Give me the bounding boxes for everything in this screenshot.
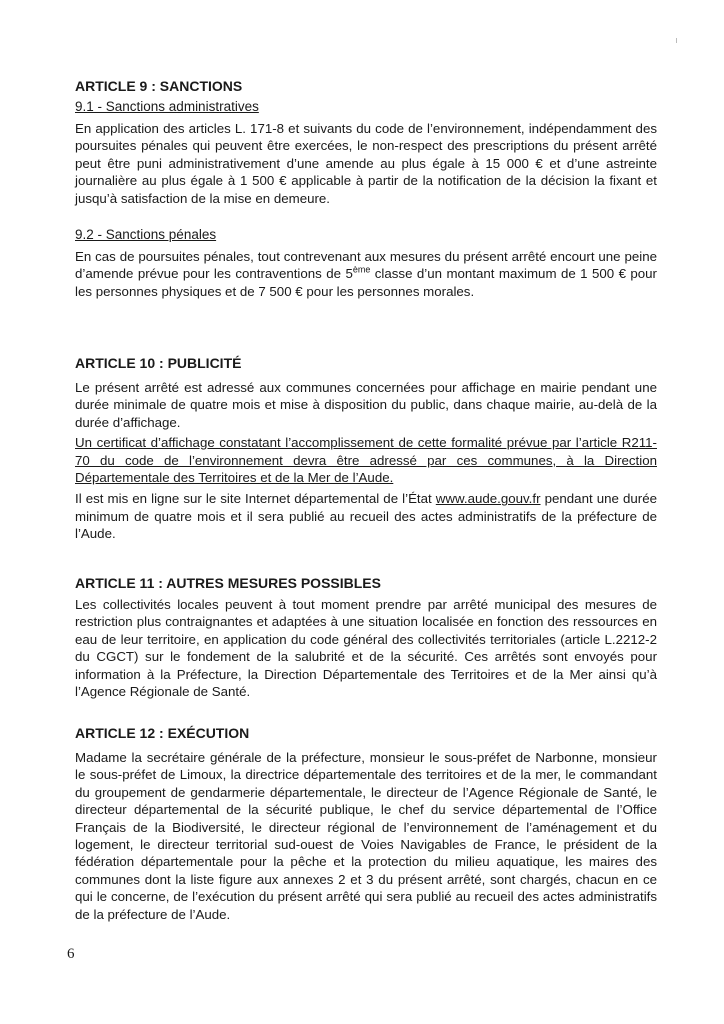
aude-website-link[interactable]: www.aude.gouv.fr — [435, 491, 541, 507]
article-11 — [75, 574, 657, 700]
article-10 — [75, 354, 657, 543]
article-9-2-text: En cas de poursuites pénales, tout contrevenant aux mesures du présent arrêté encourt une peine d’amende prévue pour les contraventions de 5ème classe d’un montant maximum de 1 500 € pour les personnes physiques et de 7 500 € pour les personnes morales. — [75, 249, 657, 299]
article-9-1-text: En application des articles L. 171-8 et suivants du code de l’environnement, indépendamment des poursuites pénales qui peuvent être exercées, le non-respect des prescriptions du présent arrêté peut être puni administrativement d’une amende au plus égale à 15 000 € et d’une astreinte journalière au plus égale à 1 500 € applicable à partir de la notification de la décision la fixant et jusqu’à satisfaction de la mise en demeure. — [75, 121, 657, 206]
page-number: 6 — [67, 946, 75, 962]
article-10-title: ARTICLE 10 : PUBLICITÉ — [75, 355, 242, 371]
article-11-para-1: Les collectivités locales peuvent à tout moment prendre par arrêté municipal des mesures de restriction plus contraignantes et adaptées à une situation localisée en fonction des ressources en eau de leur territoire, en application du code général des collectivités territoriales (article L.2212-2 du CGCT) sur le fondement de la salubrité et de la sécurité. Ces arrêtés sont envoyés pour information à la Préfecture, la Direction Départementale des Territoires et de la Mer ainsi qu’à l’Agence Régionale de Santé. — [75, 597, 657, 700]
article-12 — [75, 724, 657, 923]
article-12-para-1: Madame la secrétaire générale de la préfecture, monsieur le sous-préfet de Narbonne, monsieur le sous-préfet de Limoux, la directrice départementale des territoires et de la mer, le commandant du groupement de gendarmerie départementale, le directeur de l’Agence Régionale de Santé, le directeur départemental de la sécurité publique, le chef du service départemental de l’Office Français de la Biodiversité, le directeur régional de l’environnement de l’aménagement et du logement, le directeur territorial sud-ouest de Voies Navigables de France, le président de la fédération départementale pour la pêche et la protection du milieu aquatique, les maires des communes dont la liste figure aux annexes 2 et 3 du présent arrêté, sont chargés, chacun en ce qui le concerne, de l’exécution du présent arrêté qui sera publié au recueil des actes administratifs de la préfecture de l’Aude. — [75, 750, 657, 922]
article-11-title: ARTICLE 11 : AUTRES MESURES POSSIBLES — [75, 575, 381, 591]
superscript: ème — [352, 265, 371, 276]
article-9-2-title: 9.2 - Sanctions pénales — [75, 227, 217, 243]
scan-mark — [676, 38, 677, 43]
article-9-1-title: 9.1 - Sanctions administratives — [75, 99, 259, 114]
article-12-title: ARTICLE 12 : EXÉCUTION — [75, 725, 250, 741]
article-9 — [75, 77, 657, 300]
article-10-para-1: Le présent arrêté est adressé aux communes concernées pour affichage en mairie pendant une durée minimale de quatre mois et mise à disposition du public, dans chaque mairie, au-delà de la durée d’affichage. — [75, 380, 657, 430]
article-10-para-2: Un certificat d’affichage constatant l’accomplissement de cette formalité prévue par l’article R211-70 du code de l’environnement devra être adressé par ces communes, à la Direction Départementale des Territoires et de la Mer de l’Aude. — [75, 435, 657, 486]
article-10-para-3: Il est mis en ligne sur le site Internet départemental de l’État www.aude.gouv.fr pendant une durée minimum de quatre mois et il sera publié au recueil des actes administratifs de la préfecture de l’Aude. — [75, 491, 657, 542]
article-9-title: ARTICLE 9 : SANCTIONS — [75, 78, 243, 94]
